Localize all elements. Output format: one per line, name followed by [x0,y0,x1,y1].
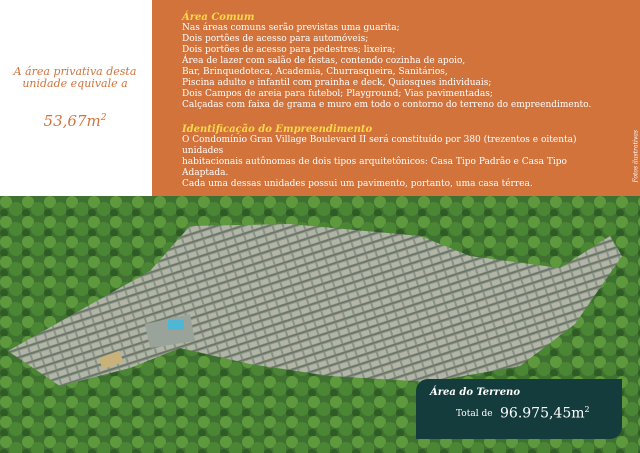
area-comum-line: Piscina adulto e infantil com prainha e deck, Quiosques individuais; [182,78,492,88]
private-area-panel [0,0,152,196]
identificacao-line: Cada uma dessas unidades possui um pavimento, portanto, uma casa térrea. [182,179,533,189]
terrain-total-label: Total de [456,409,493,419]
area-comum-line: Nas áreas comuns serão previstas uma guarita; [182,23,400,33]
terrain-unit-sup: 2 [584,405,590,414]
pool [168,320,184,330]
private-area-unit-sup: 2 [100,113,107,123]
area-comum-line: Área de lazer com salão de festas, contendo cozinha de apoio, [182,56,466,66]
private-area-value [10,112,140,130]
identificacao-text [182,135,602,190]
area-comum-line: Dois Campos de areia para futebol; Playground; Vias pavimentadas; [182,89,493,99]
area-comum-line: Dois portões de acesso para pedestres; lixeira; [182,45,396,55]
area-comum-line: Dois portões de acesso para automóveis; [182,34,369,44]
identificacao-line: O Condomínio Gran Village Boulevard II será constituído por 380 (trezentos e oitenta) unidades [182,135,577,156]
private-area-number: 53,67m [43,112,101,130]
terrain-value [500,405,590,422]
identificacao-title: Identificação do Empreendimento [182,124,373,135]
identificacao-line: habitacionais autônomas de dois tipos arquitetônicos: Casa Tipo Padrão e Casa Tipo Adaptada. [182,157,567,178]
area-comum-line: Calçadas com faixa de grama e muro em todo o contorno do terreno do empreendimento. [182,100,592,110]
area-comum-line: Bar, Brinquedoteca, Academia, Churrasqueira, Sanitários, [182,67,448,77]
area-comum-title: Área Comum [182,12,255,23]
info-panel [152,0,640,196]
area-comum-list [182,23,602,111]
terrain-number: 96.975,45m [500,405,585,422]
terrain-area-card [416,379,622,439]
photo-disclaimer: Fotos ilustrativas [632,130,639,183]
terrain-title: Área do Terreno [430,387,520,398]
private-area-text: A área privativa desta unidade equivale a [13,65,137,90]
